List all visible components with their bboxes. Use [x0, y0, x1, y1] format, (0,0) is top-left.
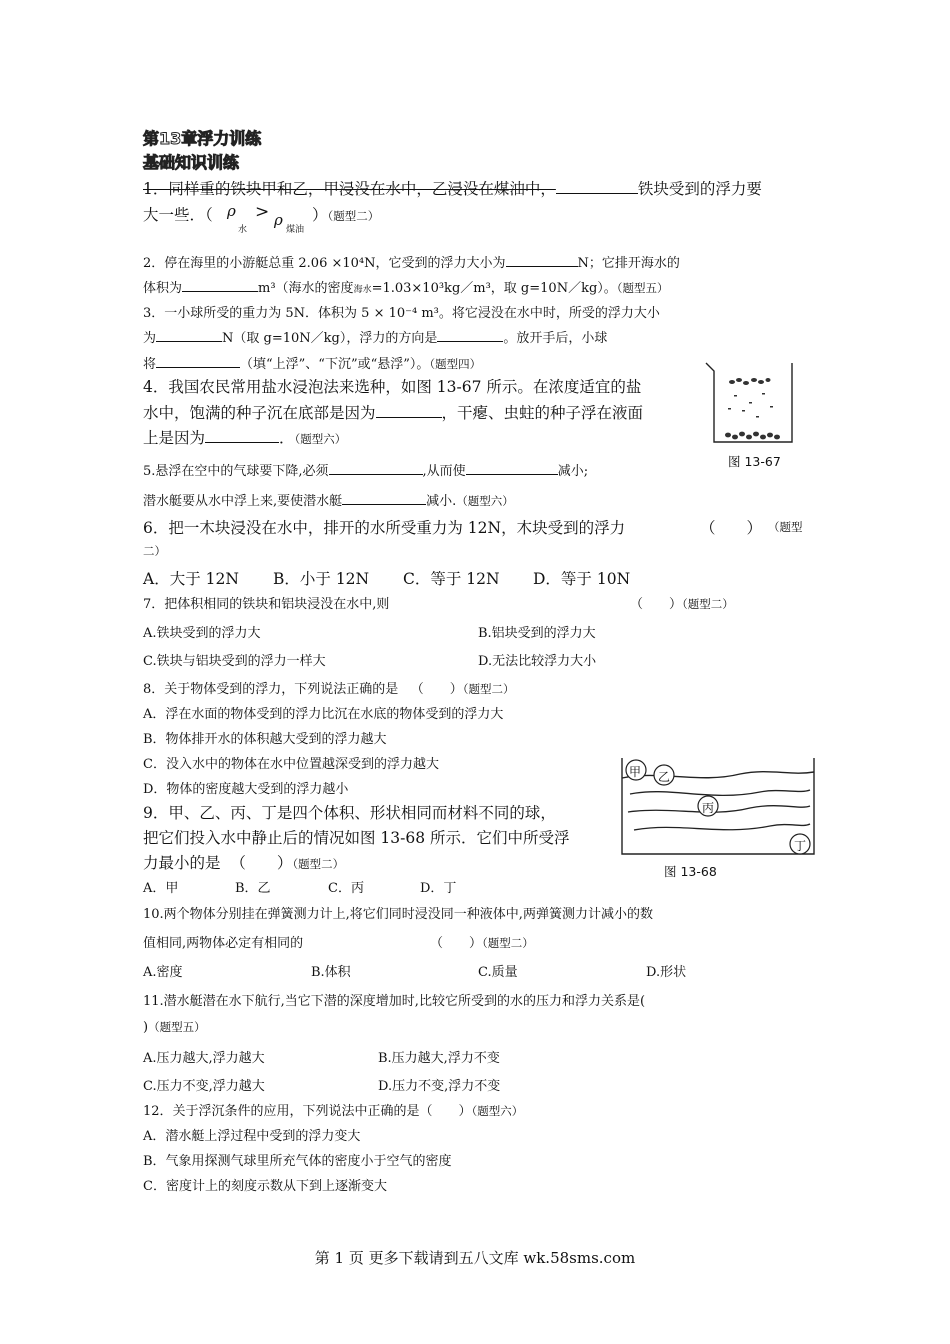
- option-d[interactable]: D．丁: [420, 881, 457, 896]
- answer-paren[interactable]: （ ）: [700, 519, 763, 537]
- answer-blank[interactable]: [182, 277, 258, 292]
- option-c[interactable]: C．丙: [328, 881, 364, 896]
- option-b[interactable]: B．乙: [235, 881, 271, 896]
- question-type-tag-cont: 二）: [143, 544, 166, 558]
- page-footer: 第 1 页 更多下载请到五八文库 wk.58sms.com: [314, 1249, 636, 1267]
- question-3-cont2: 将 （填“上浮”、“下沉”或“悬浮”）。（题型四）: [143, 353, 481, 372]
- option-d[interactable]: D.无法比较浮力大小: [478, 654, 597, 669]
- option-a[interactable]: A.压力越大,浮力越大: [143, 1051, 265, 1066]
- question-12: 12．关于浮沉条件的应用，下列说法中正确的是（ ）（题型六）: [143, 1104, 524, 1119]
- subscript-water: 水: [238, 225, 248, 235]
- option-a[interactable]: A．大于 12N: [143, 570, 239, 588]
- answer-paren[interactable]: （ ）（题型二）: [430, 936, 534, 951]
- question-8: 8．关于物体受到的浮力，下列说法正确的是 （ ）（题型二）: [143, 682, 515, 697]
- question-4-cont: 水中，饱满的种子沉在底部是因为 ，干瘪、虫蛀的种子浮在液面: [143, 404, 644, 422]
- answer-blank[interactable]: [376, 403, 442, 418]
- greater-than: >: [255, 202, 270, 222]
- chapter-title: 第13章浮力训练: [143, 129, 262, 148]
- question-1-cont: 大一些．（: [143, 206, 213, 224]
- question-9: 9．甲、乙、丙、丁是四个体积、形状相同而材料不同的球，: [143, 804, 556, 822]
- rho-water: ρ: [227, 202, 236, 220]
- option-a[interactable]: A．浮在水面的物体受到的浮力比沉在水底的物体受到的浮力大: [143, 707, 504, 722]
- question-1: 1．同样重的铁块甲和乙，甲浸没在水中，乙浸没在煤油中， 铁块受到的浮力要: [143, 180, 762, 198]
- answer-blank[interactable]: [156, 327, 222, 342]
- answer-blank[interactable]: [342, 490, 426, 505]
- question-4-cont2: 上是因为 ．（题型六）: [143, 429, 347, 447]
- question-10: 10.两个物体分别挂在弹簧测力计上,将它们同时浸没同一种液体中,两弹簧测力计减小的数: [143, 907, 653, 922]
- option-a[interactable]: A．潜水艇上浮过程中受到的浮力变大: [143, 1129, 361, 1144]
- question-7: 7．把体积相同的铁块和铝块浸没在水中,则: [143, 597, 390, 612]
- option-c[interactable]: C.铁块与铝块受到的浮力一样大: [143, 654, 326, 669]
- section-title: 基础知识训练: [143, 153, 240, 172]
- answer-blank[interactable]: [156, 353, 240, 368]
- option-d[interactable]: D．等于 10N: [533, 570, 631, 588]
- option-c[interactable]: C.压力不变,浮力越大: [143, 1079, 265, 1094]
- question-type-tag: （题型: [768, 520, 803, 534]
- option-b[interactable]: B．小于 12N: [273, 570, 370, 588]
- option-c[interactable]: C．密度计上的刻度示数从下到上逐渐变大: [143, 1179, 387, 1194]
- option-c[interactable]: C.质量: [478, 965, 518, 980]
- question-3: 3．一小球所受的重力为 5N．体积为 5 × 10⁻⁴ m³。将它浸没在水中时，所受的浮力大小: [143, 306, 660, 321]
- option-a[interactable]: A.铁块受到的浮力大: [143, 626, 261, 641]
- subscript-oil: 煤油: [286, 225, 305, 235]
- option-b[interactable]: B．物体排开水的体积越大受到的浮力越大: [143, 732, 387, 747]
- rho-oil: ρ: [274, 211, 283, 229]
- option-a[interactable]: A.密度: [143, 965, 183, 980]
- option-c[interactable]: C．没入水中的物体在水中位置越深受到的浮力越大: [143, 757, 439, 772]
- question-11: 11.潜水艇潜在水下航行,当它下潜的深度增加时,比较它所受到的水的压力和浮力关系是(: [143, 994, 646, 1009]
- label-yi: 乙: [658, 770, 671, 784]
- question-10-cont: 值相同,两物体必定有相同的: [143, 936, 304, 951]
- figure-13-67-caption: 图 13-67: [728, 454, 781, 469]
- question-5-cont: 潜水艇要从水中浮上来,要使潜水艇 减小.（题型六）: [143, 490, 514, 509]
- option-b[interactable]: B.体积: [311, 965, 351, 980]
- question-3-cont: 为 N（取 g=10N／kg），浮力的方向是 。放开手后，小球: [143, 327, 607, 346]
- option-b[interactable]: B.铝块受到的浮力大: [478, 626, 596, 641]
- option-d[interactable]: D.形状: [646, 965, 687, 980]
- option-c[interactable]: C．等于 12N: [403, 570, 500, 588]
- answer-blank[interactable]: [205, 428, 279, 443]
- question-11-cont: )（题型五）: [143, 1020, 206, 1035]
- question-2: 2．停在海里的小游艇总重 2.06 ×10⁴N，它受到的浮力大小为 N；它排开海水的: [143, 252, 680, 271]
- figure-13-68-tank: [620, 756, 816, 856]
- option-a[interactable]: A．甲: [143, 881, 179, 896]
- answer-blank[interactable]: [466, 460, 558, 475]
- question-9-cont2: 力最小的是 （ ）（题型二）: [143, 854, 345, 872]
- option-d[interactable]: D.压力不变,浮力不变: [378, 1079, 501, 1094]
- question-6: 6．把一木块浸没在水中，排开的水所受重力为 12N，木块受到的浮力: [143, 519, 626, 537]
- label-ding: 丁: [794, 839, 807, 853]
- figure-13-68-caption: 图 13-68: [664, 864, 717, 879]
- answer-blank[interactable]: [556, 179, 638, 194]
- question-4: 4．我国农民常用盐水浸泡法来选种，如图 13-67 所示。在浓度适宜的盐: [143, 378, 642, 396]
- answer-blank[interactable]: [506, 252, 578, 267]
- q1-close: ）（题型二）: [312, 206, 380, 224]
- answer-paren[interactable]: （ ）（题型二）: [630, 597, 734, 612]
- question-5: 5.悬浮在空中的气球要下降,必须 ,从而使 减小;: [143, 460, 588, 479]
- option-b[interactable]: B．气象用探测气球里所充气体的密度小于空气的密度: [143, 1154, 452, 1169]
- option-b[interactable]: B.压力越大,浮力不变: [378, 1051, 500, 1066]
- option-d[interactable]: D．物体的密度越大受到的浮力越小: [143, 782, 349, 797]
- answer-blank[interactable]: [437, 327, 503, 342]
- label-bing: 丙: [702, 801, 715, 815]
- answer-blank[interactable]: [329, 460, 423, 475]
- question-2-cont: 体积为 m³（海水的密度海水=1.03×10³kg／m³，取 g=10N／kg）。（题型五）: [143, 277, 669, 296]
- label-jia: 甲: [629, 765, 642, 779]
- figure-13-67-beaker: [704, 360, 796, 446]
- question-9-cont: 把它们投入水中静止后的情况如图 13-68 所示．它们中所受浮: [143, 829, 570, 847]
